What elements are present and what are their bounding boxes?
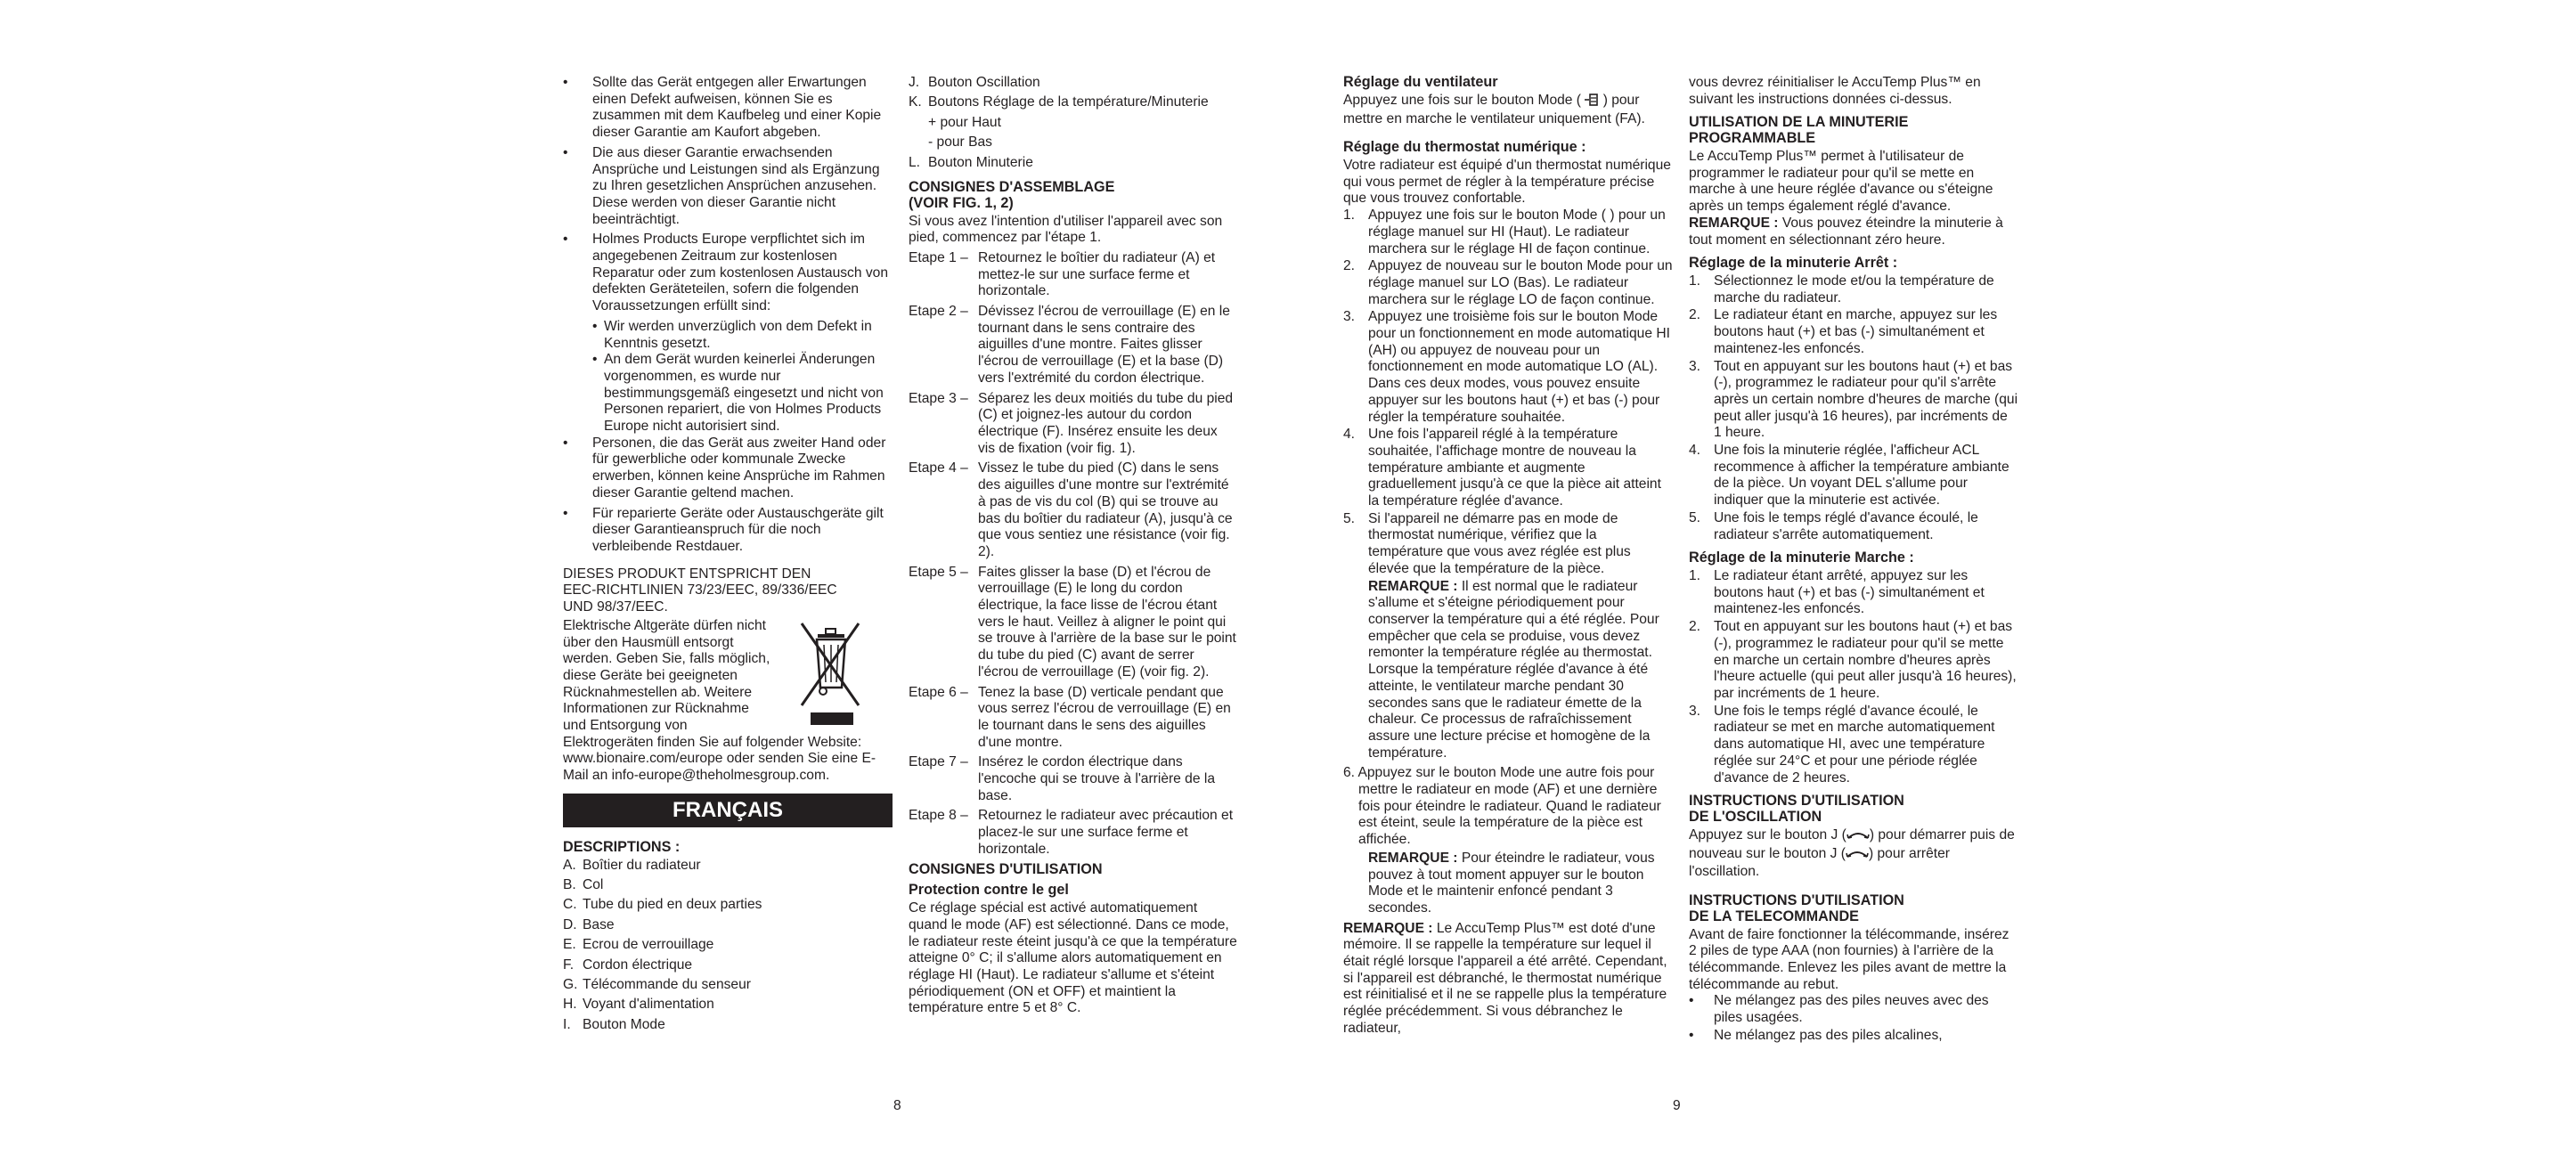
oscillation-icon (1846, 829, 1870, 846)
fan-heading: Réglage du ventilateur (1343, 74, 1498, 90)
assembly-step-marker: Etape 8 – (909, 808, 968, 824)
remote-bullet-marker: • (1689, 1027, 1694, 1043)
disposal-line: über den Hausmüll entsorgt (563, 634, 734, 650)
description-item-text: Boutons Réglage de la température/Minuterie (928, 94, 1209, 110)
description-item-text: Télécommande du senseur (583, 976, 751, 992)
assembly-step-text: Faites glisser la base (D) et l'écrou de verrouillage (E) le long du cordon électrique, la face lisse de l'écrou étant vers le haut. Veillez à aligner le point qui se trouve à l'arrière de la base sur le point du tube du pied (C) avant de serrer l'écrou de verrouillage (E) (voir fig. 2). (978, 564, 1236, 680)
remote-bullet (1689, 1028, 2018, 1045)
on-step-text: Tout en appuyant sur les boutons haut (+) et bas (-), programmez le radiateur pour qu'il se mette en marche un certain nombre d'heures après l'heure actuelle (qui peut aller jusqu'à 16 heures), par incréments de 1 heure. (1714, 619, 2017, 701)
off-step (1689, 510, 2018, 543)
german-bullet (563, 506, 893, 556)
german-bullet (563, 436, 893, 502)
description-item (563, 877, 893, 897)
german-subbullet-text: Wir werden unverzüglich von dem Defekt in Kenntnis gesetzt. (604, 318, 872, 351)
german-bullet-marker: • (563, 435, 568, 451)
description-item-text: Tube du pied en deux parties (583, 897, 762, 913)
thermo-step (1343, 208, 1673, 257)
description-item-marker: E. (563, 937, 576, 953)
on-step (1689, 704, 2018, 787)
assembly-heading: CONSIGNES D'ASSEMBLAGE (VOIR FIG. 1, 2) (909, 178, 1115, 211)
remote-bullet-text: Ne mélangez pas des piles neuves avec des piles usagées. (1714, 993, 1989, 1026)
german-bullet-marker: • (563, 232, 568, 248)
thermo-step (1343, 427, 1673, 510)
on-step-marker: 3. (1689, 703, 1701, 719)
assembly-intro: Si vous avez l'intention d'utiliser l'appareil avec son pied, commencez par l'étape 1. (909, 213, 1223, 246)
german-bullet (563, 232, 893, 315)
german-subbullet (592, 319, 893, 352)
german-bullet-text: Für reparierte Geräte oder Austauschgeräte gilt dieser Garantieanspruch für die noch verbleibende Restdauer. (592, 505, 884, 554)
timer-heading: UTILISATION DE LA MINUTERIE PROGRAMMABLE (1689, 114, 1909, 147)
assembly-step-marker: Etape 4 – (909, 460, 968, 476)
description-item-marker: F. (563, 957, 575, 973)
off-step (1689, 307, 2018, 357)
assembly-step (909, 808, 1238, 858)
thermo-step (1343, 258, 1673, 308)
description-item-marker: K. (909, 94, 922, 110)
german-bullet-marker: • (563, 505, 568, 521)
col4-intro: vous devrez réinitialiser le AccuTemp Plus™ en suivant les instructions données ci-dessus. (1689, 75, 1981, 107)
frost-text: Ce réglage spécial est activé automatiquement quand le mode (AF) est sélectionné. Dans ce mode, le radiateur reste éteint jusqu'à ce que la température atteigne 0° C; il s'allume alors automatiquement en réglage HI (Haut). Le radiateur s'allume et s'éteint périodiquement (ON et OFF) et maintient la température entre 5 et 8° C. (909, 900, 1237, 1016)
remote-text: Avant de faire fonctionner la télécommande, insérez 2 piles de type AAA (non fournies) à l'arrière de la télécommande. Enlevez les piles avant de mettre la télécommande au rebut. (1689, 926, 2009, 992)
german-subbullet-text: An dem Gerät wurden keinerlei Änderungen vorgenommen, es wurde nur bestimmungsgemäß eingesetzt und nicht von Personen repariert, die von Holmes Products Europe nicht autorisiert sind. (604, 352, 884, 435)
osc-heading: INSTRUCTIONS D'UTILISATION DE L'OSCILLATION (1689, 793, 1904, 825)
disposal-line: Rücknahmestellen ab. Weitere (563, 684, 753, 700)
timer-text: Le AccuTemp Plus™ permet à l'utilisateur de programmer le radiateur pour qu'il se mette en marche à une heure réglée d'avance ou s'éteigne après un temps également réglé d'avance. (1689, 149, 1993, 215)
on-step (1689, 568, 2018, 618)
assembly-step (909, 460, 1238, 560)
description-item-text: Bouton Mode (583, 1016, 665, 1032)
thermo-step-text: Appuyez une fois sur le bouton Mode ( ) pour un réglage manuel sur HI (Haut). Le radiateur marchera sur le réglage HI de façon continue. (1368, 208, 1666, 256)
description-item (909, 75, 1238, 94)
description-item-text: Base (583, 916, 615, 932)
remote-heading: INSTRUCTIONS D'UTILISATION DE LA TELECOMMANDE (1689, 891, 1904, 924)
description-item-text: Col (583, 877, 604, 893)
off-step-marker: 2. (1689, 307, 1701, 323)
assembly-step-text: Insérez le cordon électrique dans l'encoche qui se trouve à l'arrière de la base. (978, 754, 1215, 803)
description-item-text: - pour Bas (928, 134, 992, 151)
disposal-line: Elektrische Altgeräte dürfen nicht (563, 617, 766, 633)
column-2 (909, 75, 1238, 1017)
eec-compliance: DIESES PRODUKT ENTSPRICHT DEN EEC-RICHTLINIEN 73/23/EEC, 89/336/EEC UND 98/37/EEC. (563, 566, 837, 615)
description-item-marker: J. (909, 75, 920, 90)
german-bullet-marker: • (563, 144, 568, 160)
german-bullet-marker: • (563, 75, 568, 90)
description-item-text: Boîtier du radiateur (583, 857, 701, 873)
thermo-intro: Votre radiateur est équipé d'un thermostat numérique qui vous permet de régler à la température précise que vous trouvez confortable. (1343, 158, 1671, 207)
remark-1: REMARQUE : Il est normal que le radiateur s'allume et s'éteigne périodiquement pour conserver la température qui a été réglée. Pour empêcher que cela se produise, vous devez remonter la température réglée au thermostat. Lorsque la température réglée d'avance à été atteinte, le ventilateur marche pendant 30 secondes sans que le radiateur émette de la chaleur. Ce processus de rafraîchissement assure une lecture précise et homogène de la température. (1368, 578, 1659, 761)
step-6: 6. Appuyez sur le bouton Mode une autre fois pour mettre le radiateur en mode (AF) et une dernière fois pour éteindre le radiateur. Quand le radiateur est éteint, seule la température de la pièce est affichée. (1343, 765, 1661, 848)
remark-4: REMARQUE : Vous pouvez éteindre la minuterie à tout moment en sélectionnant zéro heure. (1689, 215, 2003, 248)
assembly-step-marker: Etape 7 – (909, 754, 968, 770)
thermo-step-text: Si l'appareil ne démarre pas en mode de thermostat numérique, vérifiez que la température que vous avez réglée est plus élevée que la température de la pièce. (1368, 510, 1631, 576)
description-item-text: Cordon électrique (583, 957, 693, 973)
mode-icon (1585, 94, 1599, 111)
description-item (909, 115, 1238, 134)
off-heading: Réglage de la minuterie Arrêt : (1689, 255, 1898, 272)
off-step-text: Tout en appuyant sur les boutons haut (+) et bas (-), programmez le radiateur pour qu'il s'arrête après un certain nombre d'heures de marche (qui peut aller jusqu'à 16 heures), par incréments de 1 heure. (1714, 358, 2018, 441)
on-step-marker: 2. (1689, 619, 1701, 635)
assembly-step-marker: Etape 2 – (909, 304, 968, 320)
disposal-line: Informationen zur Rücknahme (563, 701, 749, 717)
assembly-step (909, 754, 1238, 804)
page-number-right: 9 (1673, 1098, 1681, 1113)
description-item (563, 997, 893, 1016)
thermo-step (1343, 309, 1673, 426)
assembly-step-marker: Etape 3 – (909, 390, 968, 406)
thermo-step-text: Appuyez une troisième fois sur le bouton Mode pour un fonctionnement en mode automatique HI (AH) ou appuyez de nouveau pour un fonctionnement en mode automatique LO (AL). Dans ces deux modes, vous pouvez ensuite appuyer sur les boutons haut (+) et bas (-) pour régler la température souhaitée. (1368, 309, 1670, 425)
description-item-text: Bouton Minuterie (928, 154, 1033, 170)
assembly-step (909, 391, 1238, 458)
thermo-step (1343, 511, 1673, 578)
description-item-marker: D. (563, 916, 577, 932)
on-step-text: Une fois le temps réglé d'avance écoulé, le radiateur se met en marche automatiquement dans automatique HI, avec une température réglée sur 24°C et pour une période réglée d'avance de 2 heures. (1714, 703, 1995, 786)
assembly-step-text: Tenez la base (D) verticale pendant que vous serrez l'écrou de verrouillage (E) en le tournant dans le sens des aiguilles d'une montre. (978, 684, 1231, 750)
description-item (909, 134, 1238, 154)
german-bullet-text: Die aus dieser Garantie erwachsenden Ansprüche und Leistungen sind als Ergänzung zu Ihren gesetzlichen Ansprüchen anzusehen. Diese werden von dieser Garantie nicht beeinträchtigt. (592, 144, 880, 227)
description-item (563, 1017, 893, 1037)
off-step-marker: 4. (1689, 443, 1701, 459)
thermo-step-marker: 2. (1343, 258, 1356, 274)
remote-bullet-text: Ne mélangez pas des piles alcalines, (1714, 1027, 1943, 1043)
off-step-marker: 1. (1689, 273, 1701, 289)
description-item-marker: G. (563, 976, 578, 992)
column-1 (563, 75, 893, 1037)
off-step (1689, 443, 2018, 509)
description-item (563, 897, 893, 916)
description-item (909, 155, 1238, 175)
assembly-step-text: Séparez les deux moitiés du tube du pied (C) et joignez-les autour du cordon électrique (F). Insérez ensuite les deux vis de fixation (voir fig. 1). (978, 390, 1234, 456)
off-step-marker: 3. (1689, 358, 1701, 374)
disposal-line: und Entsorgung von (563, 718, 688, 734)
column-4 (1689, 75, 2018, 1045)
description-item (563, 917, 893, 937)
fan-text: Appuyez une fois sur le bouton Mode ( ) pour mettre en marche le ventilateur uniquement (FA). (1343, 92, 1645, 126)
description-item-marker: L. (909, 154, 921, 170)
german-bullet-text: Holmes Products Europe verpflichtet sich im angegebenen Zeitraum zur kostenlosen Reparatur oder zum kostenlosen Austausch von defekten Geräteteilen, sofern die folgenden Voraussetzungen erfüllt sind: (592, 232, 888, 314)
assembly-step-text: Vissez le tube du pied (C) dans le sens des aiguilles d'une montre sur l'extrémité à pas de vis du col (B) qui se trouve au bas du boîtier du radiateur (A), jusqu'à ce que vous sentiez une résistance (voir fig. 2). (978, 460, 1233, 559)
off-step-marker: 5. (1689, 509, 1701, 525)
off-step (1689, 273, 2018, 306)
thermo-step-marker: 1. (1343, 208, 1356, 224)
thermo-step-text: Une fois l'appareil réglé à la température souhaitée, l'affichage montre de nouveau la température ambiante et augmente graduellement jusqu'à ce que la pièce ait atteint la température réglée d'avance. (1368, 427, 1661, 509)
assembly-step-marker: Etape 6 – (909, 684, 968, 700)
remark-3: REMARQUE : Le AccuTemp Plus™ est doté d'une mémoire. Il se rappelle la température sur lequel il était réglé lorsque l'appareil a été arrêté. Cependant, si l'appareil est débranché, le thermostat numérique est réinitialisé et il ne se rappelle plus la température réglée précédemment. Si vous débranchez le radiateur, (1343, 920, 1667, 1036)
remote-bullet-marker: • (1689, 993, 1694, 1009)
assembly-step-text: Dévissez l'écrou de verrouillage (E) en le tournant dans le sens contraire des aiguilles d'une montre. Faites glisser l'écrou de verrouillage (E) et la base (D) vers l'extrémité du cordon électrique. (978, 304, 1230, 386)
off-step (1689, 359, 2018, 443)
disposal-line: werden. Geben Sie, falls möglich, (563, 651, 770, 667)
off-step-text: Une fois le temps réglé d'avance écoulé, le radiateur s'arrête automatiquement. (1714, 509, 1978, 542)
assembly-step-marker: Etape 5 – (909, 564, 968, 580)
description-item (563, 977, 893, 997)
description-item-marker: H. (563, 997, 577, 1013)
weee-bin-icon (799, 616, 861, 728)
on-step (1689, 619, 2018, 703)
oscillation-icon (1846, 848, 1869, 865)
page-number-left: 8 (893, 1098, 901, 1113)
assembly-step (909, 565, 1238, 681)
osc-text: Appuyez sur le bouton J ( ) pour démarrer puis de nouveau sur le bouton J ( ) pour arrêter l'oscillation. (1689, 826, 2015, 880)
remote-bullet (1689, 993, 2018, 1026)
assembly-step (909, 685, 1238, 752)
disposal-block: Elektrische Altgeräte dürfen nicht über den Hausmüll entsorgt werden. Geben Sie, falls möglich, diese Geräte bei geeigneten Rücknahmestellen ab. Weitere Informationen zur Rücknahme und Entsorgung von Elektrogeräten finden Sie auf folgender Website: www.bionaire.com/europe oder senden Sie eine E-Mail an info-europe@theholmesgroup.com. (563, 617, 876, 784)
descriptions-heading: DESCRIPTIONS : (563, 838, 681, 855)
disposal-line: diese Geräte bei geeigneten (563, 667, 738, 683)
description-item-text: Ecrou de verrouillage (583, 937, 714, 953)
on-heading: Réglage de la minuterie Marche : (1689, 550, 1914, 566)
description-item-text: Voyant d'alimentation (583, 997, 714, 1013)
assembly-step (909, 250, 1238, 300)
thermo-step-marker: 4. (1343, 427, 1356, 443)
assembly-step (909, 304, 1238, 387)
description-item-marker: B. (563, 877, 576, 893)
description-item (563, 937, 893, 957)
on-step-marker: 1. (1689, 568, 1701, 584)
german-bullet (563, 75, 893, 142)
description-item (563, 858, 893, 877)
german-subbullet-marker: • (592, 352, 598, 368)
assembly-step-text: Retournez le boîtier du radiateur (A) et mettez-le sur une surface ferme et horizontale. (978, 249, 1216, 299)
usage-heading: CONSIGNES D'UTILISATION (909, 860, 1103, 877)
description-item-text: Bouton Oscillation (928, 75, 1040, 90)
francais-banner: FRANÇAIS (563, 794, 893, 827)
german-subbullet (592, 352, 893, 436)
german-bullet (563, 145, 893, 229)
assembly-step-text: Retournez le radiateur avec précaution et placez-le sur une surface ferme et horizontale. (978, 808, 1234, 857)
assembly-step-marker: Etape 1 – (909, 249, 968, 265)
thermo-step-text: Appuyez de nouveau sur le bouton Mode pour un réglage manuel sur LO (Bas). Le radiateur marchera sur le réglage LO de façon continue. (1368, 258, 1673, 307)
on-step-text: Le radiateur étant arrêté, appuyez sur les boutons haut (+) et bas (-) simultanément et maintenez-les enfoncés. (1714, 568, 1985, 617)
thermo-step-marker: 3. (1343, 309, 1356, 325)
frost-heading: Protection contre le gel (909, 882, 1069, 899)
german-bullet-text: Sollte das Gerät entgegen aller Erwartungen einen Defekt aufweisen, können Sie es zusammen mit dem Kaufbeleg und einer Kopie dieser Garantie am Kaufort abgeben. (592, 75, 882, 141)
description-item-marker: I. (563, 1016, 571, 1032)
german-subbullet-marker: • (592, 318, 598, 334)
off-step-text: Sélectionnez le mode et/ou la température de marche du radiateur. (1714, 273, 1994, 305)
off-step-text: Le radiateur étant en marche, appuyez sur les boutons haut (+) et bas (-) simultanément et maintenez-les enfoncés. (1714, 307, 1998, 356)
column-3 (1343, 75, 1673, 1038)
remark-2: REMARQUE : Pour éteindre le radiateur, vous pouvez à tout moment appuyer sur le bouton Mode et le maintenir enfoncé pendant 3 secondes. (1368, 850, 1655, 916)
description-item-marker: C. (563, 897, 577, 913)
thermo-step-marker: 5. (1343, 510, 1356, 526)
description-item-text: + pour Haut (928, 114, 1001, 130)
german-bullet-text: Personen, die das Gerät aus zweiter Hand oder für gewerbliche oder kommunale Zwecke erwerben, können keine Ansprüche im Rahmen dieser Garantie geltend machen. (592, 435, 886, 501)
description-item-marker: A. (563, 857, 576, 873)
description-item (909, 94, 1238, 114)
off-step-text: Une fois la minuterie réglée, l'afficheur ACL recommence à afficher la température ambiante de la pièce. Un voyant DEL s'allume pour indiquer que la minuterie est activée. (1714, 443, 2009, 509)
description-item (563, 957, 893, 977)
thermo-heading: Réglage du thermostat numérique : (1343, 139, 1586, 156)
